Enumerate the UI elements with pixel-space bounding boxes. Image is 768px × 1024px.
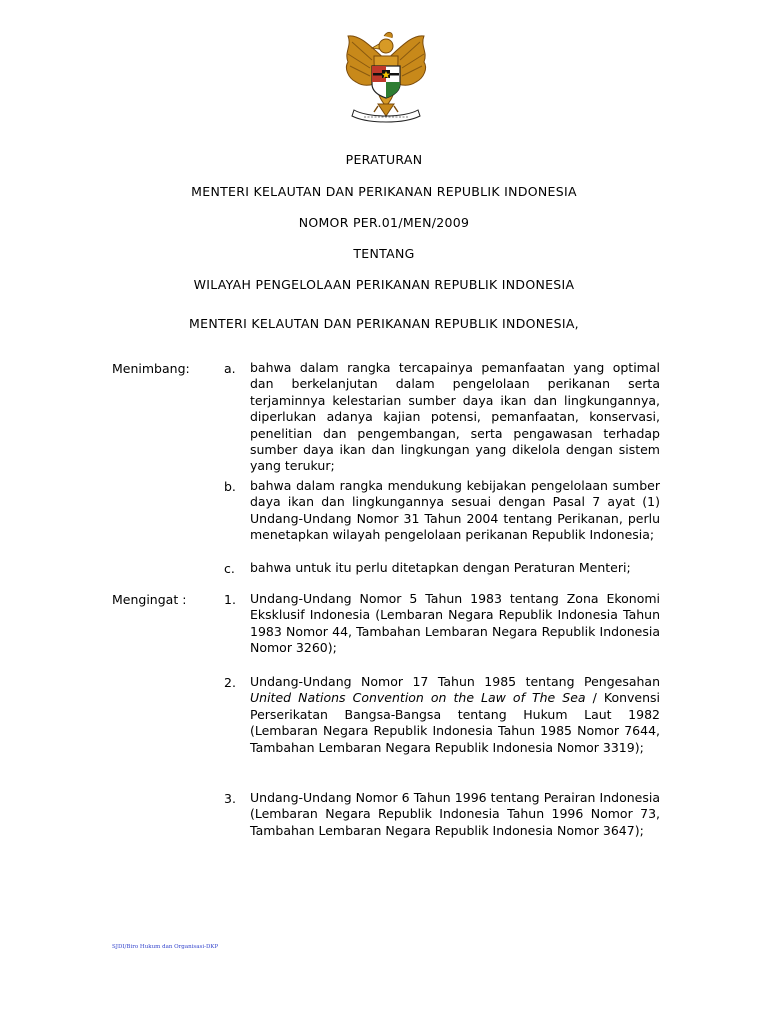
menimbang-item-marker: c. bbox=[224, 561, 235, 576]
menimbang-label: Menimbang: bbox=[112, 361, 190, 376]
garuda-emblem-icon bbox=[338, 26, 434, 126]
heading-peraturan: PERATURAN bbox=[345, 152, 423, 167]
heading-judul: WILAYAH PENGELOLAAN PERIKANAN REPUBLIK INDONESIA bbox=[193, 277, 575, 292]
footer-source-link[interactable]: SJDI/Biro Hukum dan Organisasi-DKP bbox=[112, 944, 219, 950]
heading-tentang: TENTANG bbox=[353, 246, 415, 261]
mengingat-item-text-end: / Konvensi Perserikatan Bangsa-Bangsa tentang Hukum Laut 1982 (Lembaran Negara Republik Indonesia Tahun 1985 Nomor 7644, Tambahan Lembaran Negara Republik Indonesia Nomor 3319); bbox=[250, 690, 661, 755]
heading-nomor: NOMOR PER.01/MEN/2009 bbox=[298, 215, 470, 230]
mengingat-item-marker: 2. bbox=[224, 675, 236, 690]
mengingat-item-marker: 1. bbox=[224, 592, 236, 607]
heading-pejabat: MENTERI KELAUTAN DAN PERIKANAN REPUBLIK INDONESIA, bbox=[189, 316, 579, 331]
menimbang-item-marker: a. bbox=[224, 361, 236, 376]
mengingat-item-text: Undang-Undang Nomor 5 Tahun 1983 tentang Zona Ekonomi Eksklusif Indonesia (Lembaran Negara Republik Indonesia Tahun 1983 Nomor 44, Tambahan Lembaran Negara Republik Indonesia Nomor 3260); bbox=[250, 591, 660, 656]
heading-menteri: MENTERI KELAUTAN DAN PERIKANAN REPUBLIK INDONESIA bbox=[191, 184, 577, 199]
mengingat-item-text bbox=[250, 674, 660, 756]
mengingat-item-marker: 3. bbox=[224, 791, 236, 806]
convention-title: United Nations Convention on the Law of The Sea bbox=[250, 690, 586, 706]
menimbang-item-text: bahwa dalam rangka mendukung kebijakan pengelolaan sumber daya ikan dan lingkungannya sesuai dengan Pasal 7 ayat (1) Undang-Undang Nomor 31 Tahun 2004 tentang Perikanan, perlu menetapkan wilayah pengelolaan perikanan Republik Indonesia; bbox=[250, 478, 660, 543]
mengingat-item-text-start: Undang-Undang Nomor 17 Tahun 1985 tentang Pengesahan bbox=[250, 674, 660, 689]
menimbang-item-text: bahwa dalam rangka tercapainya pemanfaatan yang optimal dan berkelanjutan dalam pengelolaan perikanan serta terjaminnya kelestarian sumber daya ikan dan lingkungannya, diperlukan adanya kajian potensi, pemanfaatan, konservasi, penelitian dan pengembangan, serta pengawasan terhadap sumber daya ikan dan lingkungan yang dikelola dengan sistem yang terukur; bbox=[250, 360, 660, 474]
menimbang-item-marker: b. bbox=[224, 479, 236, 494]
mengingat-label: Mengingat : bbox=[112, 592, 187, 607]
mengingat-item-text: Undang-Undang Nomor 6 Tahun 1996 tentang Perairan Indonesia (Lembaran Negara Republik Indonesia Tahun 1996 Nomor 73, Tambahan Lembaran Negara Republik Indonesia Nomor 3647); bbox=[250, 790, 660, 838]
menimbang-item-text: bahwa untuk itu perlu ditetapkan dengan Peraturan Menteri; bbox=[250, 560, 631, 575]
